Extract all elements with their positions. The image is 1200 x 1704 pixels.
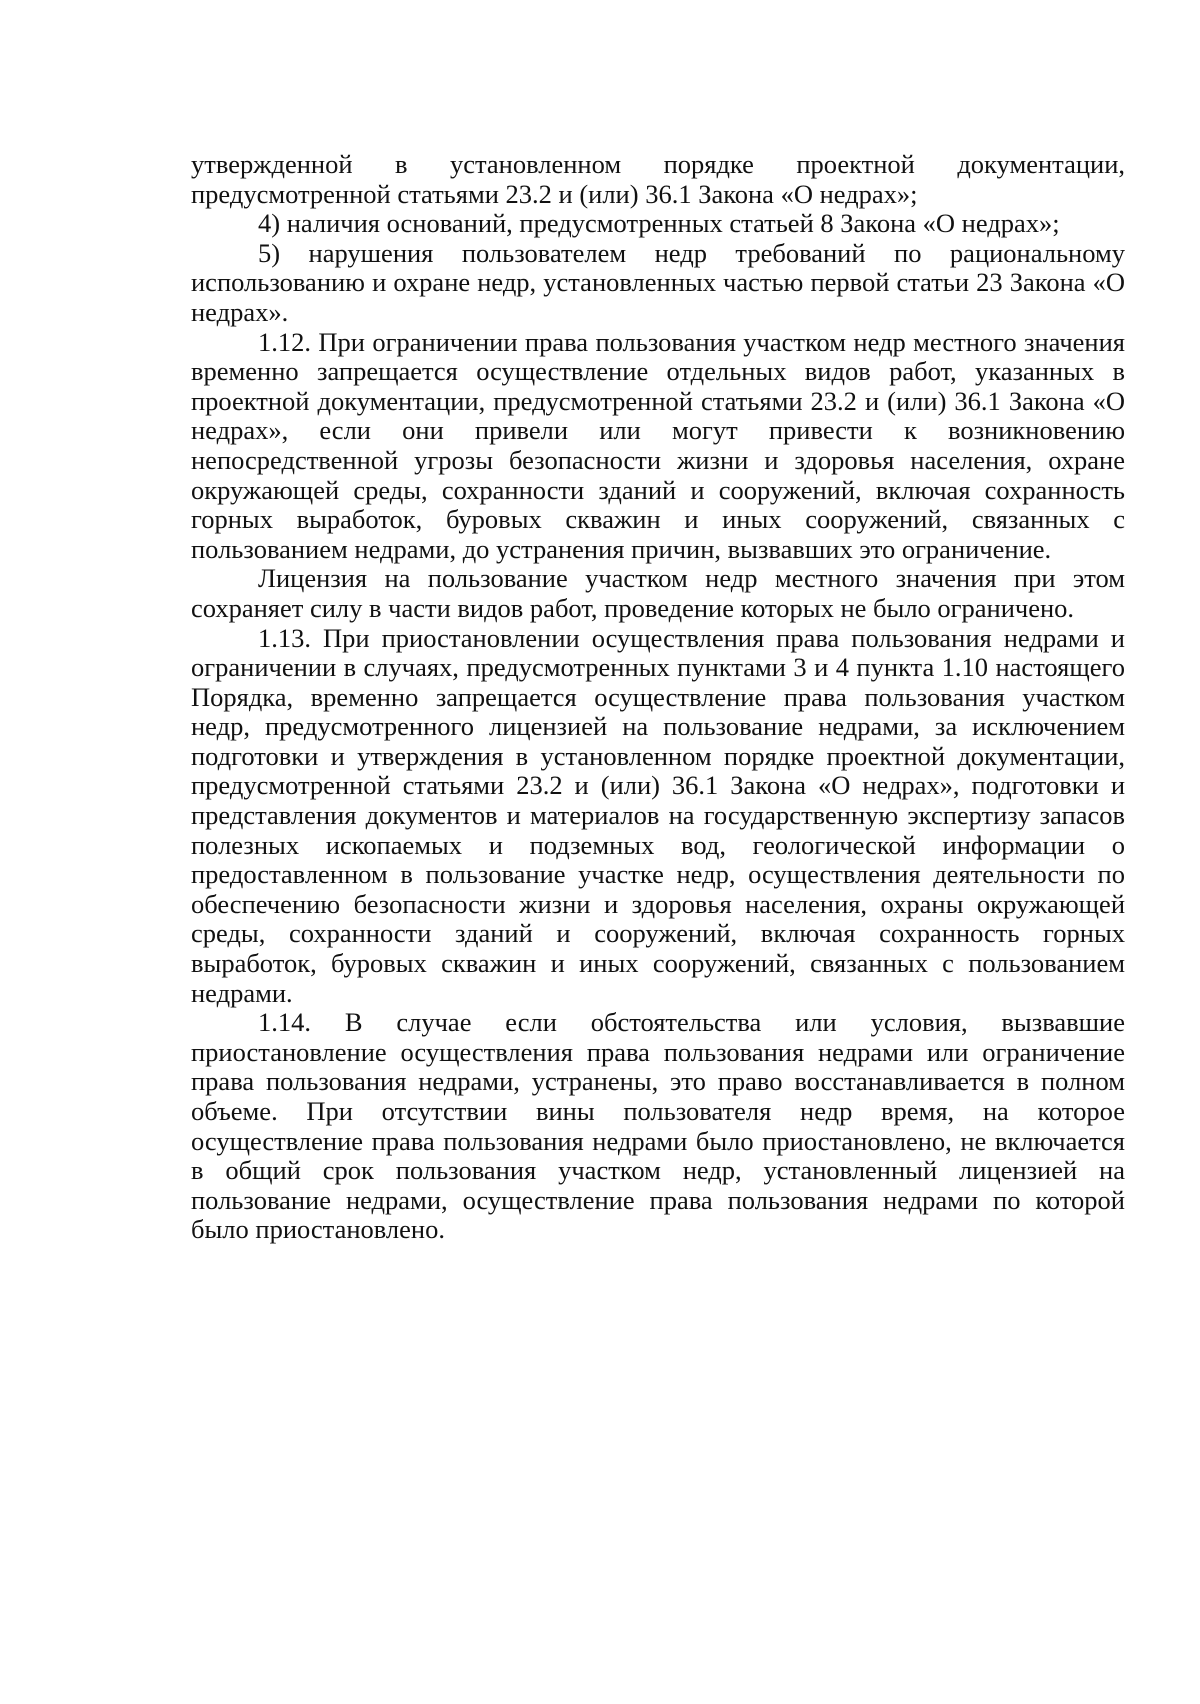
paragraph-item-4: 4) наличия оснований, предусмотренных статьей 8 Закона «О недрах»;	[258, 208, 1060, 239]
paragraph-item-5: 5) нарушения пользователем недр требований по рациональному использованию и охране недр, установленных частью первой статьи 23 Закона «О недрах».	[191, 237, 1125, 327]
paragraph-1-14: 1.14. В случае если обстоятельства или условия, вызвавшие приостановление осуществления права пользования недрами или ограничение права пользования недрами, устранены, это право восстанавливается в полном объеме. При отсутствии вины пользователя недр время, на которое осуществление права пользования недрами было приостановлено, не включается в общий срок пользования участком недр, установленный лицензией на пользование недрами, осуществление права пользования недрами по которой было приостановлено.	[191, 1007, 1125, 1245]
document-body	[191, 150, 1125, 1245]
paragraph-continuation: утвержденной в установленном порядке проектной документации, предусмотренной статьями 23.2 и (или) 36.1 Закона «О недрах»;	[191, 149, 1125, 209]
paragraph-1-12: 1.12. При ограничении права пользования участком недр местного значения временно запрещается осуществление отдельных видов работ, указанных в проектной документации, предусмотренной статьями 23.2 и (или) 36.1 Закона «О недрах», если они привели или могут привести к возникновению непосредственной угрозы безопасности жизни и здоровья населения, охране окружающей среды, сохранности зданий и сооружений, включая сохранность горных выработок, буровых скважин и иных сооружений, связанных с пользованием недрами, до устранения причин, вызвавших это ограничение.	[191, 326, 1125, 564]
paragraph-license: Лицензия на пользование участком недр местного значения при этом сохраняет силу в части видов работ, проведение которых не было ограничено.	[191, 563, 1125, 623]
paragraph-1-13: 1.13. При приостановлении осуществления права пользования недрами и ограничении в случаях, предусмотренных пунктами 3 и 4 пункта 1.10 настоящего Порядка, временно запрещается осуществление права пользования участком недр, предусмотренного лицензией на пользование недрами, за исключением подготовки и утверждения в установленном порядке проектной документации, предусмотренной статьями 23.2 и (или) 36.1 Закона «О недрах», подготовки и представления документов и материалов на государственную экспертизу запасов полезных ископаемых и подземных вод, геологической информации о предоставленном в пользование участке недр, осуществления деятельности по обеспечению безопасности жизни и здоровья населения, охраны окружающей среды, сохранности зданий и сооружений, включая сохранность горных выработок, буровых скважин и иных сооружений, связанных с пользованием недрами.	[191, 622, 1125, 1008]
